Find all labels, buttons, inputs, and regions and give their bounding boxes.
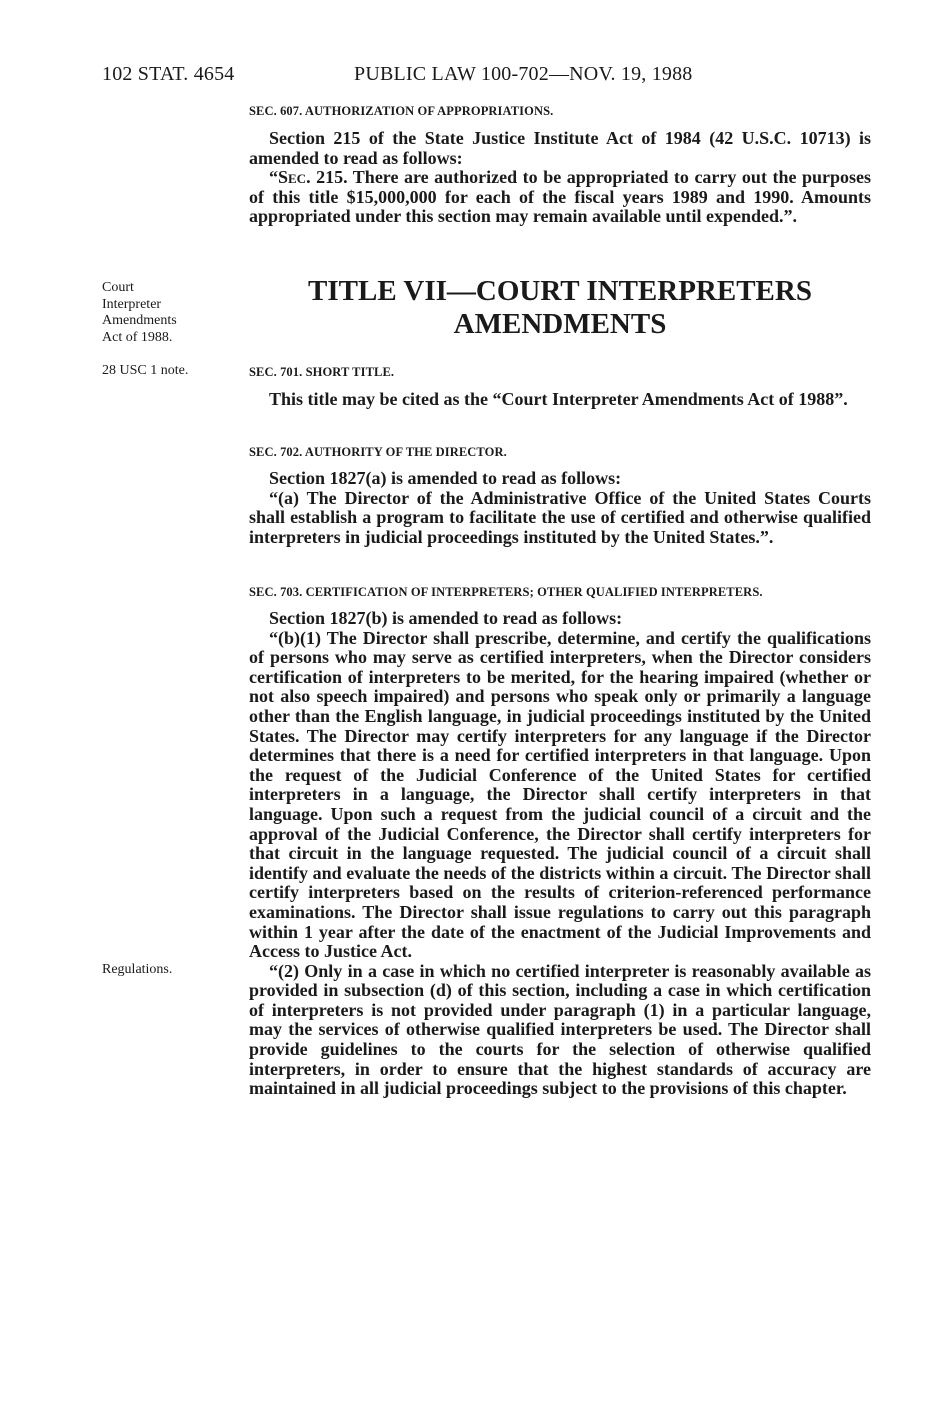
title-vii-line-1: TITLE VII—COURT INTERPRETERS: [308, 275, 812, 307]
section-607-para-2: [249, 168, 871, 227]
section-607-heading: SEC. 607. AUTHORIZATION OF APPROPRIATIONS.: [249, 104, 554, 118]
title-vii-line-2: AMENDMENTS: [453, 308, 667, 340]
stat-page-number: 102 STAT. 4654: [102, 63, 235, 85]
public-law-citation: PUBLIC LAW 100-702—NOV. 19, 1988: [354, 63, 693, 85]
sec-label: “Sec.: [269, 167, 311, 188]
section-607-para-2-text: 215. There are authorized to be appropriated to carry out the purposes of this title $15,000,000 for each of the fiscal years 1989 and 1990. Amounts appropriated under this section may remain available until expended.”.: [249, 167, 871, 227]
section-703-para-1: Section 1827(b) is amended to read as follows:: [269, 608, 623, 628]
title-vii-heading: [249, 275, 871, 341]
section-702-para-1: Section 1827(a) is amended to read as follows:: [269, 468, 622, 488]
section-703-heading: SEC. 703. CERTIFICATION OF INTERPRETERS; OTHER QUALIFIED INTERPRETERS.: [249, 585, 763, 599]
section-701: [249, 365, 871, 410]
section-702-para-2: “(a) The Director of the Administrative Office of the United States Courts shall establish a program to facilitate the use of certified and otherwise qualified interpreters in judicial proceedings instituted by the United States.”.: [249, 487, 871, 547]
section-701-heading: SEC. 701. SHORT TITLE.: [249, 365, 395, 379]
margin-note-regulations: Regulations.: [102, 962, 173, 977]
section-607-para-1: Section 215 of the State Justice Institute Act of 1984 (42 U.S.C. 10713) is amended to read as follows:: [249, 128, 871, 168]
section-702-heading: SEC. 702. AUTHORITY OF THE DIRECTOR.: [249, 445, 507, 459]
section-607: [249, 104, 871, 227]
section-701-para: This title may be cited as the “Court Interpreter Amendments Act of 1988”.: [269, 389, 848, 409]
section-703: [249, 585, 871, 1099]
section-702: [249, 445, 871, 547]
margin-note-usc: 28 USC 1 note.: [102, 363, 189, 378]
section-703-para-2: “(b)(1) The Director shall prescribe, determine, and certify the qualifications of persons who may serve as certified interpreters, when the Director considers certification of interpreters to be merited, for the hearing impaired (whether or not also speech impaired) and persons who speak only or primarily a language other than the English language, in judicial proceedings instituted by the United States. The Director may certify interpreters for any language if the Director determines that there is a need for certified interpreters in that language. Upon the request of the Judicial Conference of the United States for certified interpreters in a language, the Director shall certify interpreters in that language. Upon such a request from the judicial council of a circuit and the approval of the Judicial Conference, the Director shall certify interpreters for that circuit in the language requested. The judicial council of a circuit shall identify and evaluate the needs of the districts within a circuit. The Director shall certify interpreters based on the results of criterion-referenced performance examinations. The Director shall issue regulations to carry out this paragraph within 1 year after the date of the enactment of the Judicial Improvements and Access to Justice Act.: [249, 627, 871, 962]
section-703-para-3: “(2) Only in a case in which no certified interpreter is reasonably available as provided in subsection (d) of this section, including a case in which certification of interpreters is not provided under paragraph (1) in a particular language, may the services of otherwise qualified interpreters be used. The Director shall provide guidelines to the courts for the selection of otherwise qualified interpreters, in order to ensure that the highest standards of accuracy are maintained in all judicial proceedings subject to the provisions of this chapter.: [249, 960, 871, 1099]
margin-note-short-title: Court Interpreter Amendments Act of 1988.: [102, 280, 177, 345]
